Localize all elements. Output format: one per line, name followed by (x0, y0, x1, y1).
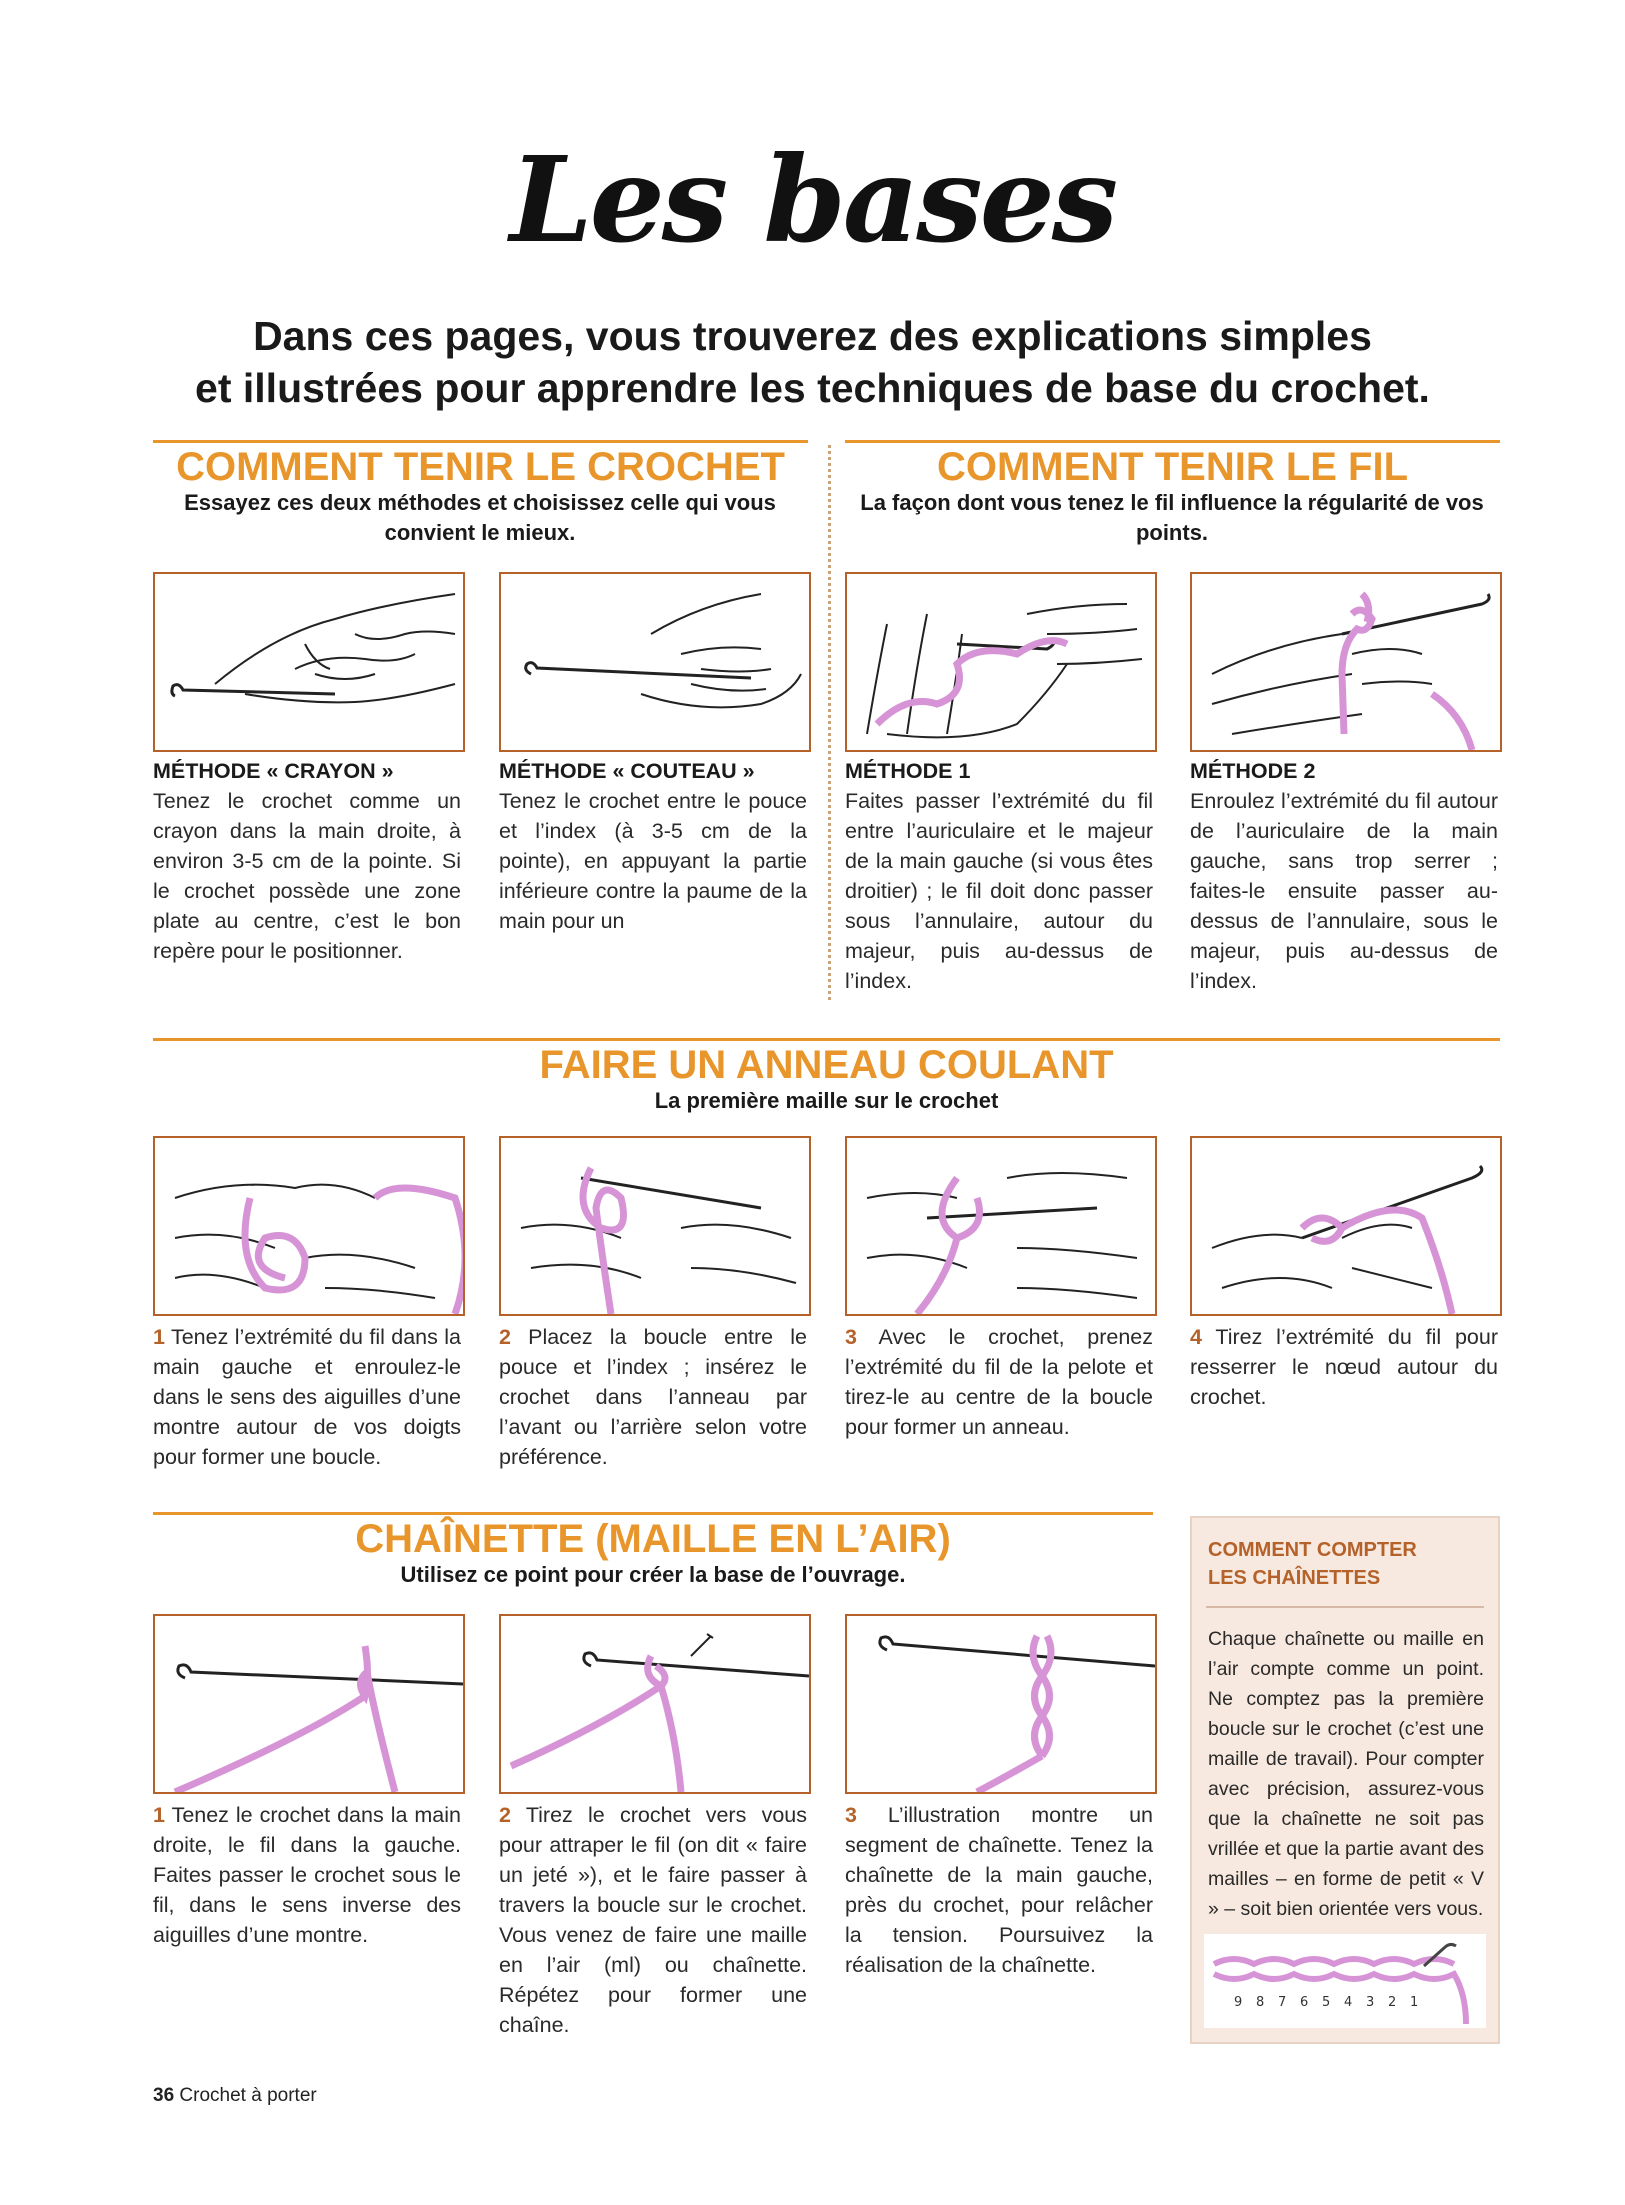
illustration-pencil-grip (153, 572, 465, 752)
section-subtitle-chain: Utilisez ce point pour créer la base de l’ouvrage. (400, 1562, 906, 1587)
hand-yarn-method2-icon (1192, 574, 1500, 750)
tip-title-line-1: COMMENT COMPTER (1208, 1539, 1417, 1561)
hook-under-yarn-icon (155, 1616, 463, 1792)
tip-title-line-2: LES CHAÎNETTES (1208, 1567, 1381, 1589)
column-divider (828, 445, 831, 1000)
section-title-slipknot: FAIRE UN ANNEAU COULANT (539, 1043, 1114, 1087)
illustration-chain-3 (845, 1614, 1157, 1794)
hand-pull-yarn-icon (847, 1138, 1155, 1314)
caption-heading: MÉTHODE 2 (1190, 759, 1316, 783)
count-label: 4 (1344, 1995, 1353, 2010)
caption-heading: MÉTHODE « COUTEAU » (499, 759, 755, 783)
step-text: Tirez l’extrémité du fil pour resserrer le nœud autour du crochet. (1190, 1325, 1498, 1409)
section-rule-slipknot (153, 1038, 1500, 1041)
illustration-yarn-method-1 (845, 572, 1157, 752)
caption-slipknot-1 (153, 1322, 461, 1472)
caption-slipknot-4 (1190, 1322, 1498, 1412)
hand-yarn-method1-icon (847, 574, 1155, 750)
step-number: 3 (845, 1803, 857, 1827)
tip-text: Chaque chaînette ou maille en l’air compte comme un point. Ne comptez pas la première boucle sur le crochet (c’est une maille de travail). Pour compter avec précision, assurez-vous que la chaînette ne soit pas vrillée et que la partie avant des mailles – en forme de petit « V » – soit bien orientée vers vous. (1208, 1628, 1484, 1920)
caption-yarn-method-1 (845, 756, 1153, 996)
step-text: Tirez le crochet vers vous pour attraper le fil (on dit « faire un jeté »), et le faire passer à travers la boucle sur le crochet. Vous venez de faire une maille en l’air (ml) ou chaînette. Répétez pour former une chaîne. (499, 1803, 807, 2037)
section-title-crochet: COMMENT TENIR LE CROCHET (176, 445, 785, 489)
caption-knife-method (499, 756, 807, 936)
caption-yarn-method-2 (1190, 756, 1498, 996)
caption-text: Tenez le crochet comme un crayon dans la main droite, à environ 3-5 cm de la pointe. Si le crochet possède une zone plate au centre, c’est le bon repère pour le positionner. (153, 789, 461, 963)
section-subtitle-slipknot: La première maille sur le crochet (654, 1088, 999, 1113)
illustration-slipknot-2 (499, 1136, 811, 1316)
count-label: 8 (1256, 1995, 1265, 2010)
chain-segment-icon (847, 1616, 1155, 1792)
magazine-name: Crochet à porter (179, 2085, 317, 2106)
page-footer (153, 2085, 317, 2107)
step-text: Avec le crochet, prenez l’extrémité du fil de la pelote et tirez-le au centre de la boucle pour former un anneau. (845, 1325, 1153, 1439)
step-number: 2 (499, 1803, 511, 1827)
section-subtitle-crochet: Essayez ces deux méthodes et choisissez celle qui vous convient le mieux. (184, 490, 776, 545)
illustration-chain-2 (499, 1614, 811, 1794)
step-number: 2 (499, 1325, 511, 1349)
section-title-chain: CHAÎNETTE (MAILLE EN L’AIR) (355, 1517, 951, 1561)
count-label: 3 (1366, 1995, 1375, 2010)
step-text: Placez la boucle entre le pouce et l’index ; insérez le crochet dans l’anneau par l’avant ou l’arrière selon votre préférence. (499, 1325, 807, 1469)
step-number: 1 (153, 1325, 165, 1349)
tip-box (1190, 1516, 1500, 2044)
section-rule-crochet (153, 440, 808, 443)
caption-chain-3 (845, 1800, 1153, 1980)
section-title-yarn: COMMENT TENIR LE FIL (936, 445, 1409, 489)
hand-hook-pencil-icon (155, 574, 463, 750)
caption-heading: MÉTHODE « CRAYON » (153, 759, 394, 783)
count-label: 1 (1410, 1995, 1419, 2010)
step-number: 3 (845, 1325, 857, 1349)
tip-divider (1206, 1606, 1484, 1608)
section-subtitle-yarn: La façon dont vous tenez le fil influence la régularité de vos points. (860, 490, 1484, 545)
tip-title (1208, 1536, 1488, 1592)
hand-loop-icon (155, 1138, 463, 1314)
page-subtitle (0, 310, 1625, 414)
hand-tighten-knot-icon (1192, 1138, 1500, 1314)
caption-slipknot-2 (499, 1322, 807, 1472)
hook-yarn-over-icon (501, 1616, 809, 1792)
section-rule-chain (153, 1512, 1153, 1515)
step-text: Tenez l’extrémité du fil dans la main gauche et enroulez-le dans le sens des aiguilles d’une montre autour de vos doigts pour former une boucle. (153, 1325, 461, 1469)
step-number: 1 (153, 1803, 165, 1827)
page-title: Les bases (509, 130, 1116, 269)
caption-heading: MÉTHODE 1 (845, 759, 971, 783)
section-rule-yarn (845, 440, 1500, 443)
illustration-knife-grip (499, 572, 811, 752)
subtitle-line-1: Dans ces pages, vous trouverez des explications simples (253, 313, 1372, 359)
caption-text: Tenez le crochet entre le pouce et l’index (à 3-5 cm de la pointe), en appuyant la partie inférieure contre la paume de la main pour un (499, 789, 807, 933)
count-label: 5 (1322, 1995, 1331, 2010)
illustration-slipknot-4 (1190, 1136, 1502, 1316)
count-label: 9 (1234, 1995, 1243, 2010)
caption-slipknot-3 (845, 1322, 1153, 1442)
count-label: 7 (1278, 1995, 1287, 2010)
caption-chain-2 (499, 1800, 807, 2040)
hand-hook-knife-icon (501, 574, 809, 750)
page-number: 36 (153, 2085, 175, 2106)
chain-count-icon (1204, 1934, 1486, 2028)
chain-count-illustration (1204, 1934, 1486, 2028)
illustration-chain-1 (153, 1614, 465, 1794)
count-label: 2 (1388, 1995, 1397, 2010)
step-text: Tenez le crochet dans la main droite, le fil dans la gauche. Faites passer le crochet sous le fil, dans le sens inverse des aiguilles d’une montre. (153, 1803, 461, 1947)
caption-chain-1 (153, 1800, 461, 1950)
caption-text: Faites passer l’extrémité du fil entre l’auriculaire et le majeur de la main gauche (si vous êtes droitier) ; le fil doit donc passer sous l’annulaire, autour du majeur, puis au-dessus de l’index. (845, 789, 1153, 993)
count-label: 6 (1300, 1995, 1309, 2010)
hand-loop-hook-icon (501, 1138, 809, 1314)
illustration-yarn-method-2 (1190, 572, 1502, 752)
subtitle-line-2: et illustrées pour apprendre les techniques de base du crochet. (195, 365, 1430, 411)
caption-pencil-method (153, 756, 461, 966)
illustration-slipknot-3 (845, 1136, 1157, 1316)
step-number: 4 (1190, 1325, 1202, 1349)
caption-text: Enroulez l’extrémité du fil autour de l’auriculaire de la main gauche, sans trop serrer ; faites-le ensuite passer au-dessus de l’annulaire, sous le majeur, puis au-dessus de l’index. (1190, 789, 1498, 993)
step-text: L’illustration montre un segment de chaînette. Tenez la chaînette de la main gauche, près du crochet, pour relâcher la tension. Poursuivez la réalisation de la chaînette. (845, 1803, 1153, 1977)
illustration-slipknot-1 (153, 1136, 465, 1316)
